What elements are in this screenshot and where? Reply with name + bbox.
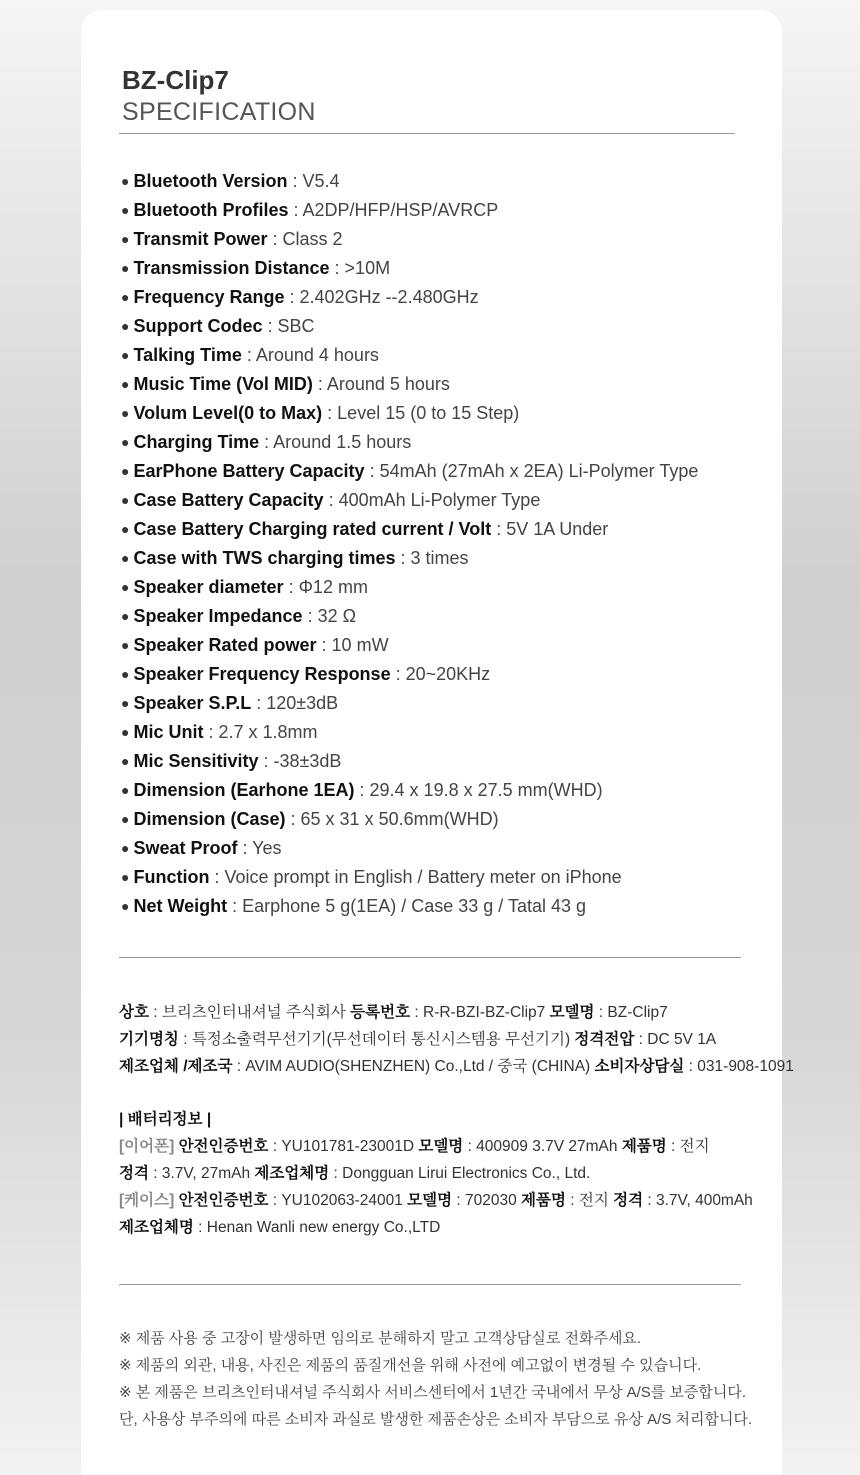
info-value: : 3.7V, 27mAh <box>148 1165 255 1182</box>
bullet-icon: ● <box>121 753 130 769</box>
info-key: 안전인증번호 <box>178 1138 269 1155</box>
spec-value: : Around 5 hours <box>312 374 450 394</box>
info-key: 모델명 <box>418 1138 464 1155</box>
spec-item <box>121 747 698 776</box>
info-key: 제조업체명 <box>119 1219 194 1236</box>
spec-label: Mic Sensitivity <box>133 751 259 771</box>
divider <box>119 957 741 958</box>
info-value: : Henan Wanli new energy Co.,LTD <box>193 1219 441 1236</box>
spec-heading: SPECIFICATION <box>122 98 316 126</box>
spec-value: : Around 1.5 hours <box>259 432 412 452</box>
spec-value: : >10M <box>329 258 391 278</box>
bullet-icon: ● <box>121 231 130 247</box>
spec-value: : A2DP/HFP/HSP/AVRCP <box>288 200 499 220</box>
bullet-icon: ● <box>121 521 130 537</box>
notice-line: ※ 제품 사용 중 고장이 발생하면 임의로 분해하지 말고 고객상담실로 전화주세요. <box>119 1330 642 1347</box>
bullet-icon: ● <box>121 376 130 392</box>
spec-item <box>121 602 698 631</box>
spec-label: Dimension (Case) <box>133 809 286 829</box>
spec-label: Speaker S.P.L <box>133 693 252 713</box>
spec-label: Dimension (Earhone 1EA) <box>133 780 355 800</box>
spec-item <box>121 689 698 718</box>
spec-label: Case Battery Charging rated current / Volt <box>133 519 492 539</box>
spec-item <box>121 225 698 254</box>
info-value: : YU102063-24001 <box>268 1192 408 1209</box>
spec-label: Speaker diameter <box>133 577 284 597</box>
bullet-icon: ● <box>121 695 130 711</box>
spec-item <box>121 457 698 486</box>
info-value: : BZ-Clip7 <box>594 1004 668 1021</box>
bullet-icon: ● <box>121 173 130 189</box>
spec-label: Bluetooth Version <box>133 171 288 191</box>
spec-item <box>121 341 698 370</box>
info-value: : DC 5V 1A <box>634 1031 717 1048</box>
spec-item <box>121 834 698 863</box>
info-value: : 702030 <box>452 1192 522 1209</box>
spec-label: Function <box>133 867 210 887</box>
spec-label: Volum Level(0 to Max) <box>133 403 323 423</box>
battery-info-row <box>119 1133 753 1160</box>
spec-label: EarPhone Battery Capacity <box>133 461 365 481</box>
spec-label: Transmit Power <box>133 229 268 249</box>
company-info-row <box>119 1053 794 1080</box>
info-value: : 브리츠인터내셔널 주식회사 <box>148 1004 351 1021</box>
spec-value: : 400mAh Li-Polymer Type <box>323 490 541 510</box>
spec-card <box>81 10 794 1475</box>
bullet-icon: ● <box>121 463 130 479</box>
info-key: 제품명 <box>521 1192 566 1209</box>
spec-label: Speaker Frequency Response <box>133 664 391 684</box>
bullet-icon: ● <box>121 898 130 914</box>
notice-line: 단, 사용상 부주의에 따른 소비자 과실로 발생한 제품손상은 소비자 부담으로 유상 A/S 처리합니다. <box>119 1411 753 1428</box>
spec-value: : Yes <box>237 838 282 858</box>
spec-item <box>121 660 698 689</box>
info-key: 기기명칭 <box>119 1031 179 1048</box>
info-key: 모델명 <box>549 1004 595 1021</box>
spec-value: : Level 15 (0 to 15 Step) <box>322 403 520 423</box>
earphone-tag: [이어폰] <box>119 1138 179 1155</box>
spec-item <box>121 863 698 892</box>
spec-value: : -38±3dB <box>258 751 342 771</box>
spec-item <box>121 283 698 312</box>
info-key: 제품명 <box>621 1138 667 1155</box>
spec-value: : Φ12 mm <box>283 577 368 597</box>
battery-info-row <box>119 1214 753 1241</box>
info-value: : 031-908-1091 <box>684 1058 794 1075</box>
bullet-icon: ● <box>121 637 130 653</box>
bullet-icon: ● <box>121 202 130 218</box>
info-key: 소비자상담실 <box>594 1058 685 1075</box>
info-key: 상호 <box>119 1004 149 1021</box>
spec-item <box>121 254 698 283</box>
bullet-icon: ● <box>121 318 130 334</box>
spec-value: : 20~20KHz <box>390 664 491 684</box>
spec-item <box>121 573 698 602</box>
spec-label: Transmission Distance <box>133 258 330 278</box>
spec-label: Case Battery Capacity <box>133 490 324 510</box>
spec-value: : 54mAh (27mAh x 2EA) Li-Polymer Type <box>364 461 699 481</box>
spec-item <box>121 486 698 515</box>
spec-value: : 65 x 31 x 50.6mm(WHD) <box>285 809 499 829</box>
spec-label: Bluetooth Profiles <box>133 200 289 220</box>
info-value: : R-R-BZI-BZ-Clip7 <box>410 1004 550 1021</box>
spec-label: Sweat Proof <box>133 838 238 858</box>
notice-line: ※ 본 제품은 브리츠인터내셔널 주식회사 서비스센터에서 1년간 국내에서 무상 A/S를 보증합니다. <box>119 1384 747 1401</box>
info-key: 안전인증번호 <box>178 1192 269 1209</box>
spec-value: : Earphone 5 g(1EA) / Case 33 g / Tatal 43 g <box>227 896 587 916</box>
company-info-row <box>119 999 794 1026</box>
spec-value: : 5V 1A Under <box>491 519 609 539</box>
model-name: BZ-Clip7 <box>122 65 229 95</box>
spec-label: Music Time (Vol MID) <box>133 374 313 394</box>
spec-label: Support Codec <box>133 316 263 336</box>
spec-item <box>121 370 698 399</box>
spec-item <box>121 631 698 660</box>
spec-label: Frequency Range <box>133 287 285 307</box>
spec-item <box>121 805 698 834</box>
spec-item <box>121 515 698 544</box>
company-info <box>119 999 794 1080</box>
spec-item <box>121 428 698 457</box>
spec-value: : Class 2 <box>267 229 343 249</box>
spec-value: : SBC <box>262 316 315 336</box>
bullet-icon: ● <box>121 289 130 305</box>
info-key: 정격 <box>613 1192 644 1209</box>
spec-item <box>121 399 698 428</box>
spec-label: Charging Time <box>133 432 260 452</box>
info-key: 제조업체명 <box>254 1165 330 1182</box>
battery-info-row <box>119 1187 753 1214</box>
bullet-icon: ● <box>121 579 130 595</box>
info-value: : 400909 3.7V 27mAh <box>463 1138 622 1155</box>
info-key: 모델명 <box>407 1192 453 1209</box>
spec-value: : V5.4 <box>287 171 340 191</box>
bullet-icon: ● <box>121 434 130 450</box>
info-key: 정격전압 <box>574 1031 635 1048</box>
bullet-icon: ● <box>121 492 130 508</box>
spec-value: : 2.7 x 1.8mm <box>203 722 318 742</box>
info-value: : AVIM AUDIO(SHENZHEN) Co.,Ltd / 중국 (CHINA) <box>232 1058 595 1075</box>
bullet-icon: ● <box>121 869 130 885</box>
spec-label: Speaker Impedance <box>133 606 303 626</box>
spec-label: Net Weight <box>133 896 228 916</box>
spec-value: : 120±3dB <box>251 693 339 713</box>
case-tag: [케이스] <box>119 1192 179 1209</box>
bullet-icon: ● <box>121 840 130 856</box>
spec-value: : 3 times <box>395 548 469 568</box>
notice-line: ※ 제품의 외관, 내용, 사진은 제품의 품질개선을 위해 사전에 예고없이 변경될 수 있습니다. <box>119 1357 702 1374</box>
battery-info <box>119 1106 753 1241</box>
bullet-icon: ● <box>121 347 130 363</box>
divider <box>119 133 735 134</box>
info-key: 등록번호 <box>350 1004 411 1021</box>
spec-item <box>121 892 698 921</box>
spec-label: Case with TWS charging times <box>133 548 396 568</box>
info-key: 제조업체 /제조국 <box>119 1058 233 1075</box>
info-value: : 3.7V, 400mAh <box>643 1192 753 1209</box>
info-value: : 특정소출력무선기기(무선데이터 통신시스템용 무선기기) <box>178 1031 575 1048</box>
company-info-row <box>119 1026 794 1053</box>
spec-label: Mic Unit <box>133 722 204 742</box>
spec-value: : 10 mW <box>316 635 389 655</box>
spec-value: : 29.4 x 19.8 x 27.5 mm(WHD) <box>354 780 603 800</box>
battery-info-title: | 배터리정보 | <box>119 1111 212 1128</box>
bullet-icon: ● <box>121 811 130 827</box>
spec-item <box>121 544 698 573</box>
bullet-icon: ● <box>121 550 130 566</box>
spec-item <box>121 167 698 196</box>
bullet-icon: ● <box>121 666 130 682</box>
info-value: : 전지 <box>565 1192 614 1209</box>
battery-info-row <box>119 1160 753 1187</box>
spec-value: : Voice prompt in English / Battery meter on iPhone <box>209 867 622 887</box>
info-value: : 전지 <box>666 1138 710 1155</box>
spec-label: Speaker Rated power <box>133 635 317 655</box>
bullet-icon: ● <box>121 608 130 624</box>
bullet-icon: ● <box>121 724 130 740</box>
spec-item <box>121 718 698 747</box>
spec-value: : Around 4 hours <box>241 345 379 365</box>
bullet-icon: ● <box>121 782 130 798</box>
spec-value: : 32 Ω <box>302 606 357 626</box>
bullet-icon: ● <box>121 405 130 421</box>
spec-item <box>121 312 698 341</box>
spec-item <box>121 196 698 225</box>
notice-list <box>119 1325 752 1433</box>
info-value: : YU101781-23001D <box>268 1138 419 1155</box>
spec-value: : 2.402GHz --2.480GHz <box>284 287 479 307</box>
spec-label: Talking Time <box>133 345 242 365</box>
spec-list <box>121 167 698 921</box>
info-value: : Dongguan Lirui Electronics Co., Ltd. <box>329 1165 591 1182</box>
info-key: 정격 <box>119 1165 149 1182</box>
divider <box>119 1284 741 1285</box>
spec-item <box>121 776 698 805</box>
bullet-icon: ● <box>121 260 130 276</box>
